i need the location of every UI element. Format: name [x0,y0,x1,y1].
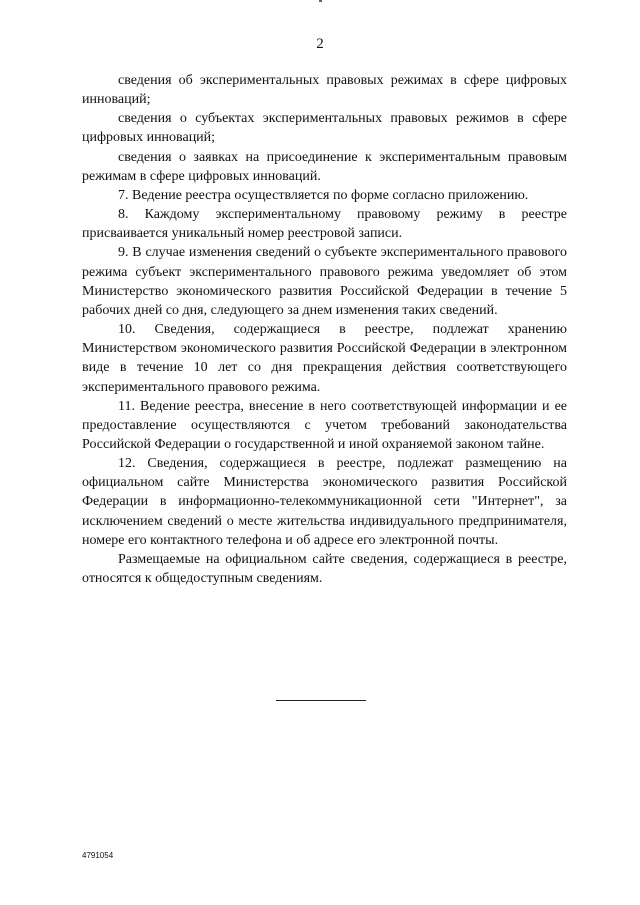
paragraph-item-10: 10. Сведения, содержащиеся в реестре, подлежат хранению Министерством экономического развития Российской Федерации в электронном виде в течение 10 лет со дня прекращения действия соответствующего экспериментального правового режима. [82,322,567,395]
end-divider-line [276,700,366,701]
paragraph-registry-info-regimes: сведения об экспериментальных правовых режимах в сфере цифровых инноваций; [82,73,567,108]
paragraph-item-11: 11. Ведение реестра, внесение в него соответствующей информации и ее предоставление осуществляются с учетом требований законодательства Российской Федерации о государственной и иной охраняемой законом тайне. [82,398,567,452]
paragraph-registry-info-subjects: сведения о субъектах экспериментальных правовых режимов в сфере цифровых инноваций; [82,111,567,146]
document-body [82,71,567,588]
paragraph-item-12: 12. Сведения, содержащиеся в реестре, подлежат размещению на официальном сайте Министерства экономического развития Российской Федерации в информационно-телекоммуникационной сети "Интернет", за исключением сведений о месте жительства индивидуального предпринимателя, номере его контактного телефона и об адресе его электронной почты. [82,456,567,548]
paragraph-item-8: 8. Каждому экспериментальному правовому режиму в реестре присваивается уникальный номер реестровой записи. [82,207,567,242]
paragraph-item-7: 7. Ведение реестра осуществляется по форме согласно приложению. [118,187,529,203]
document-code: 4791054 [82,851,114,860]
paragraph-item-9: 9. В случае изменения сведений о субъекте экспериментального правового режима субъект экспериментального правового режима уведомляет об этом Министерство экономического развития Российской Федерации в течение 5 рабочих дней со дня, следующего за днем изменения таких сведений. [82,245,567,318]
page-number: 2 [316,36,324,52]
paragraph-registry-info-applications: сведения о заявках на присоединение к экспериментальным правовым режимам в сфере цифровых инноваций. [82,149,567,184]
paragraph-public-info: Размещаемые на официальном сайте сведения, содержащиеся в реестре, относятся к общедоступным сведениям. [82,551,567,587]
top-edge-mark [319,0,322,2]
